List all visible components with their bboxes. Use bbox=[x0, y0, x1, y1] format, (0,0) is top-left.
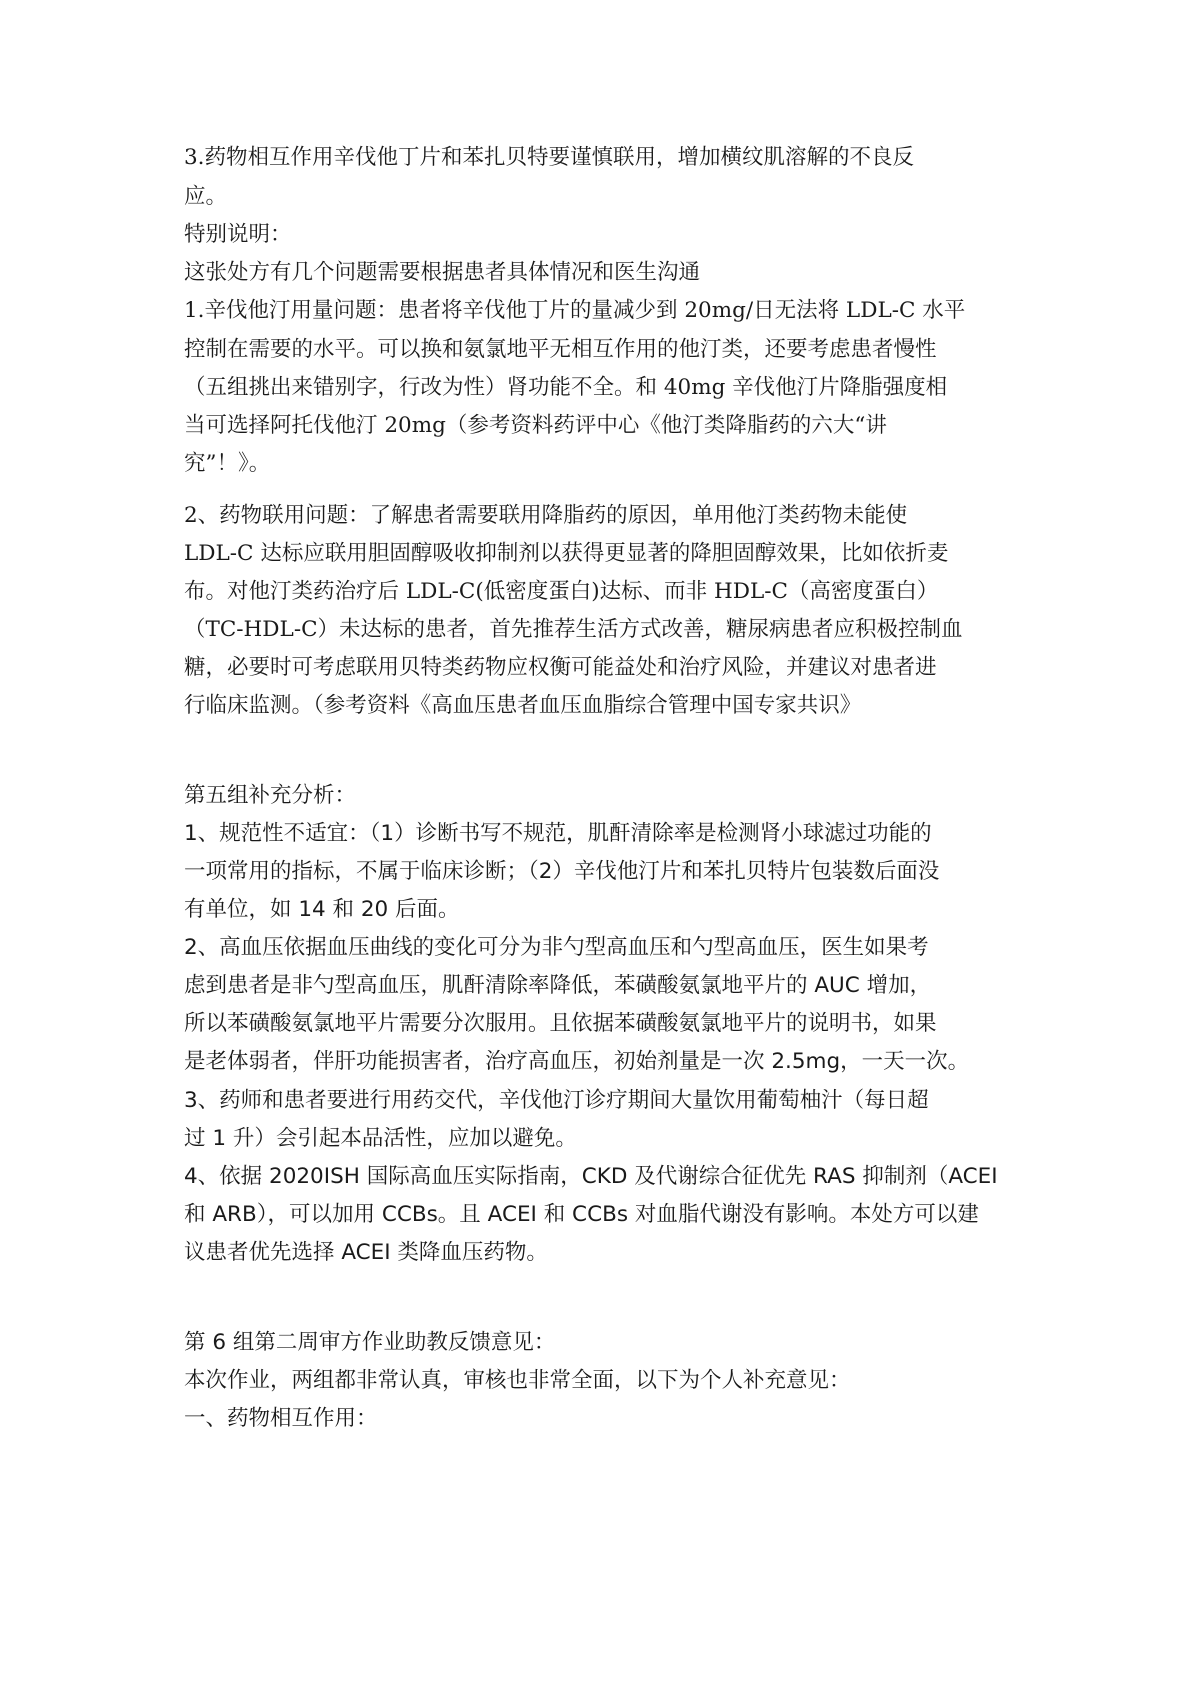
paragraph-line: 行临床监测。（参考资料《高血压患者血压血脂综合管理中国专家共识》 bbox=[184, 693, 862, 718]
paragraph-line: 应。 bbox=[184, 184, 228, 209]
paragraph-line: 议患者优先选择 ACEI 类降血压药物。 bbox=[184, 1240, 548, 1265]
paragraph-line: 一、药物相互作用： bbox=[184, 1406, 378, 1431]
paragraph-line: LDL-C 达标应联用胆固醇吸收抑制剂以获得更显著的降胆固醇效果，比如依折麦 bbox=[184, 541, 949, 566]
paragraph-line: 当可选择阿托伐他汀 20mg（参考资料药评中心《他汀类降脂药的六大“讲 bbox=[184, 413, 887, 438]
paragraph-line: 糖，必要时可考虑联用贝特类药物应权衡可能益处和治疗风险，并建议对患者进 bbox=[184, 655, 937, 680]
paragraph-line: 控制在需要的水平。可以换和氨氯地平无相互作用的他汀类，还要考虑患者慢性 bbox=[184, 337, 937, 362]
paragraph-line: 过 1 升）会引起本品活性，应加以避免。 bbox=[184, 1126, 577, 1151]
paragraph-line: 和 ARB），可以加用 CCBs。且 ACEI 和 CCBs 对血脂代谢没有影响。本处方可以建 bbox=[184, 1202, 979, 1227]
paragraph-line: 本次作业，两组都非常认真，审核也非常全面，以下为个人补充意见： bbox=[184, 1368, 851, 1393]
paragraph-line: 一项常用的指标，不属于临床诊断；（2）辛伐他汀片和苯扎贝特片包装数后面没 bbox=[184, 859, 940, 884]
paragraph-line: 虑到患者是非勺型高血压，肌酐清除率降低，苯磺酸氨氯地平片的 AUC 增加， bbox=[184, 973, 932, 998]
paragraph-line: 2、高血压依据血压曲线的变化可分为非勺型高血压和勺型高血压，医生如果考 bbox=[184, 935, 929, 960]
paragraph-line: 2、药物联用问题：了解患者需要联用降脂药的原因，单用他汀类药物未能使 bbox=[184, 503, 908, 528]
paragraph-line: 1、规范性不适宜：（1）诊断书写不规范，肌酐清除率是检测肾小球滤过功能的 bbox=[184, 821, 932, 846]
paragraph-line: 有单位，如 14 和 20 后面。 bbox=[184, 897, 460, 922]
paragraph-line: （五组挑出来错别字，行改为性）肾功能不全。和 40mg 辛伐他汀片降脂强度相 bbox=[184, 375, 948, 400]
paragraph-line: 1.辛伐他汀用量问题：患者将辛伐他丁片的量减少到 20mg/日无法将 LDL-C 水平 bbox=[184, 298, 966, 323]
paragraph-line: 特别说明： bbox=[184, 222, 292, 247]
paragraph-line: 3、药师和患者要进行用药交代，辛伐他汀诊疗期间大量饮用葡萄柚汁（每日超 bbox=[184, 1088, 929, 1113]
paragraph-line: 是老体弱者，伴肝功能损害者，治疗高血压，初始剂量是一次 2.5mg，一天一次。 bbox=[184, 1049, 970, 1074]
section-heading: 第 6 组第二周审方作业助教反馈意见： bbox=[184, 1330, 556, 1355]
paragraph-line: （TC-HDL-C）未达标的患者，首先推荐生活方式改善，糖尿病患者应积极控制血 bbox=[184, 617, 963, 642]
paragraph-line: 这张处方有几个问题需要根据患者具体情况和医生沟通 bbox=[184, 260, 701, 285]
paragraph-line: 所以苯磺酸氨氯地平片需要分次服用。且依据苯磺酸氨氯地平片的说明书，如果 bbox=[184, 1011, 937, 1036]
section-heading: 第五组补充分析： bbox=[184, 783, 357, 808]
paragraph-line: 布。对他汀类药治疗后 LDL-C(低密度蛋白)达标、而非 HDL-C（高密度蛋白） bbox=[184, 579, 939, 604]
paragraph-line: 4、依据 2020ISH 国际高血压实际指南，CKD 及代谢综合征优先 RAS 抑制剂（ACEI bbox=[184, 1164, 998, 1189]
paragraph-line: 究”！》。 bbox=[184, 451, 271, 476]
paragraph-line: 3.药物相互作用辛伐他丁片和苯扎贝特要谨慎联用，增加横纹肌溶解的不良反 bbox=[184, 145, 915, 170]
